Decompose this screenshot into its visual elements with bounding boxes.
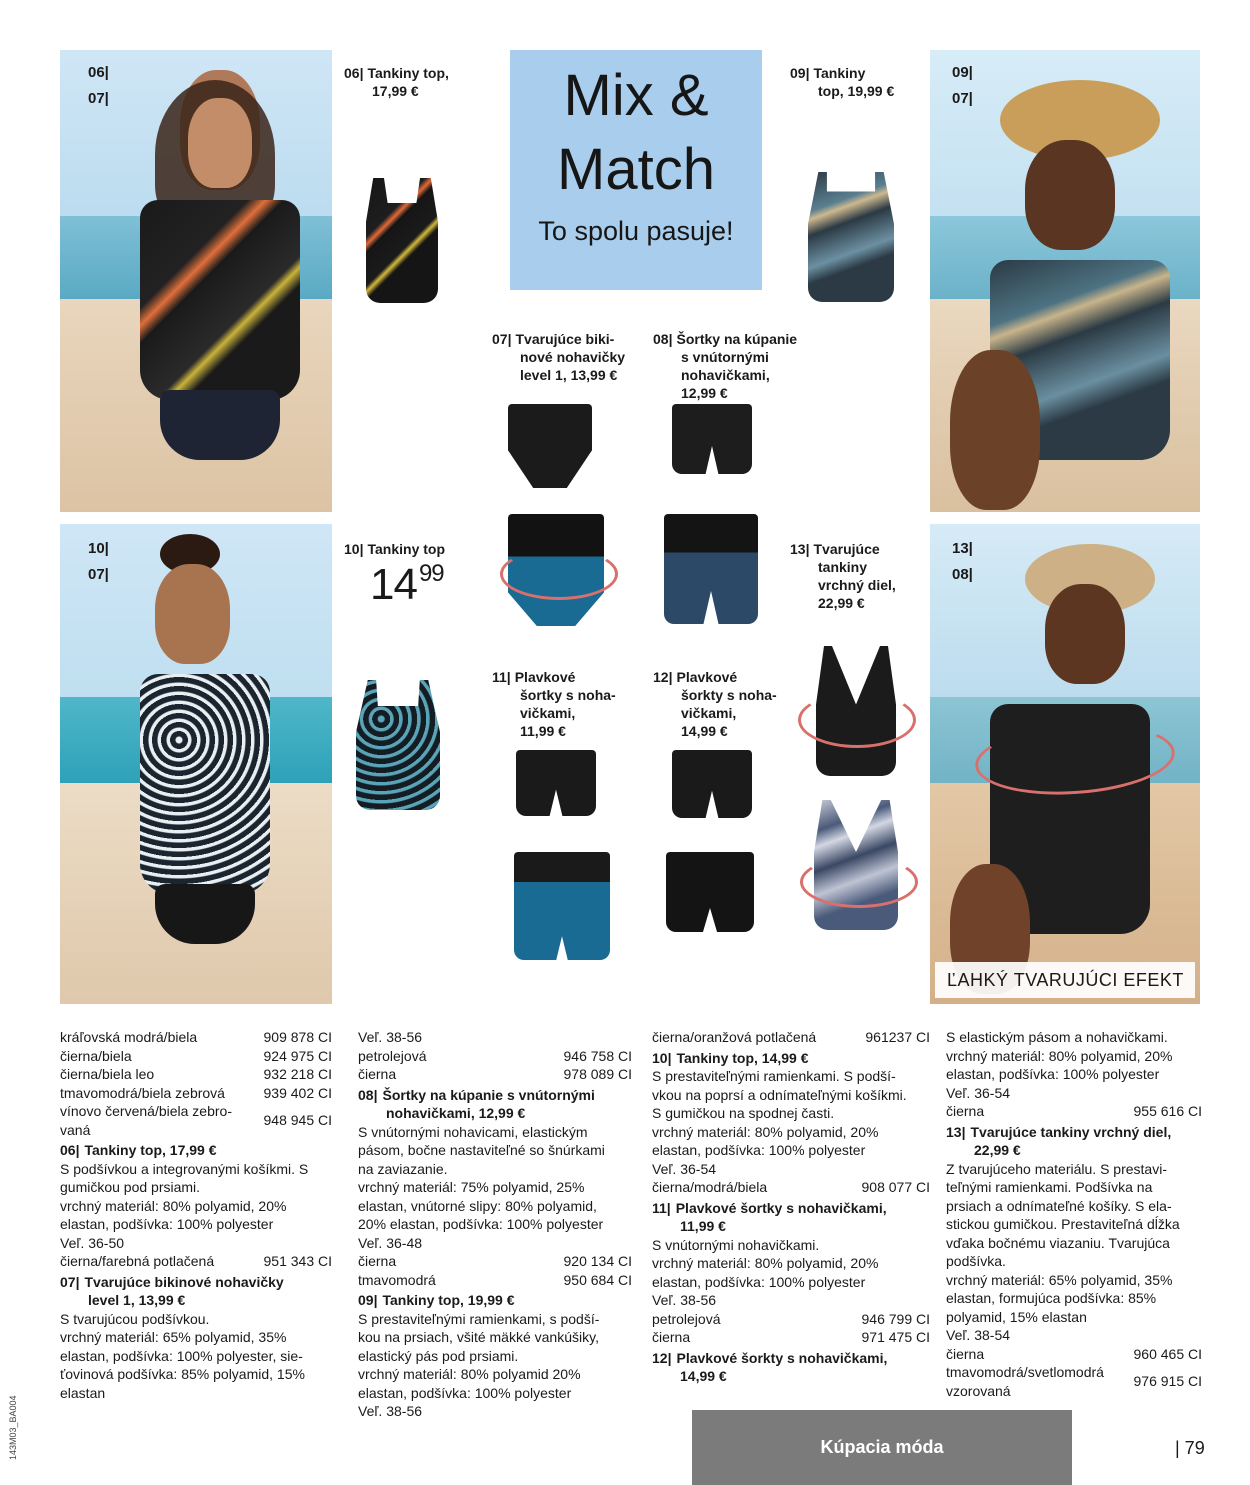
article-code: 976 915 CI — [1133, 1373, 1202, 1390]
description-line: Veľ. 38-56 — [652, 1292, 717, 1308]
article-code: 909 878 CI — [263, 1029, 332, 1045]
product-heading: 08| Šortky na kúpanie s vnútornými — [358, 1086, 595, 1103]
color-code-row — [358, 1065, 632, 1084]
article-code: 961237 CI — [865, 1029, 930, 1045]
description-line: polyamid, 15% elastan — [946, 1308, 1087, 1325]
description-line: elastan, podšívka: 100% polyester — [652, 1142, 866, 1158]
article-code: 955 616 CI — [1133, 1103, 1202, 1119]
description-line: Veľ. 38-56 — [358, 1029, 423, 1045]
catalog-code: 143M03_BA004 — [8, 1395, 18, 1460]
color-name: petrolejová — [358, 1047, 427, 1064]
description-line: S prestaviteľnými ramienkami, s podší- — [358, 1310, 600, 1327]
description-line: Z tvarujúceho materiálu. S prestavi- — [946, 1160, 1167, 1177]
color-name: petrolejová — [652, 1310, 721, 1327]
swirl-icon — [500, 548, 618, 600]
description-line: S elastickým pásom a nohavičkami. — [946, 1029, 1168, 1045]
description-line: Veľ. 36-54 — [946, 1084, 1011, 1101]
color-code-row — [60, 1084, 332, 1103]
color-name: čierna/biela leo — [60, 1066, 155, 1082]
description-line: 20% elastan, podšívka: 100% polyester — [358, 1216, 604, 1232]
description-line: elastan, podšívka: 100% polyester, sie- — [60, 1347, 303, 1364]
article-code: 908 077 CI — [861, 1179, 930, 1195]
color-code-row — [60, 1028, 332, 1047]
photo-codes: 06| 07| — [88, 64, 109, 107]
color-code-row — [60, 1065, 332, 1084]
product-image-shorts-12 — [672, 750, 752, 818]
product-image-tankini-10 — [356, 680, 440, 810]
product-image-tankini-06 — [366, 178, 438, 303]
product-heading: 13| Tvarujúce tankiny vrchný diel, — [946, 1123, 1172, 1140]
description-line: gumičkou pod prsiami. — [60, 1179, 201, 1195]
label-09: 09| Tankiny top, 19,99 € — [790, 65, 895, 99]
swirl-icon — [800, 856, 918, 908]
description-line: vďaka bočnému viazaniu. Tvarujúca — [946, 1234, 1170, 1251]
article-code: 920 134 CI — [563, 1253, 632, 1269]
mix-subtitle: To spolu pasuje! — [538, 216, 734, 246]
description-line: S vnútornými nohavičkami. — [652, 1236, 820, 1253]
description-line: vrchný materiál: 80% polyamid, 20% — [60, 1197, 287, 1214]
color-code-row — [652, 1310, 930, 1329]
description-line: na zaviazanie. — [358, 1160, 448, 1177]
description-line: vrchný materiál: 65% polyamid, 35% — [60, 1329, 287, 1345]
color-name: vínovo červená/biela zebro- vaná — [60, 1103, 232, 1138]
description-line: S vnútornými nohavicami, elastickým — [358, 1123, 588, 1140]
color-name: čierna — [652, 1329, 691, 1345]
description-line: elastický pás pod prsiami. — [358, 1347, 519, 1364]
section-tab-swimwear: Kúpacia móda — [692, 1410, 1072, 1485]
photo-codes: 10| 07| — [88, 540, 109, 583]
label-10: 10| Tankiny top — [344, 541, 446, 557]
description-line: kou na prsiach, všité mäkké vankúšiky, — [358, 1329, 599, 1345]
description-line: vrchný materiál: 65% polyamid, 35% — [946, 1271, 1173, 1288]
mix-title-line2: Match — [557, 137, 715, 202]
description-line: elastan — [60, 1384, 106, 1401]
description-line: vrchný materiál: 80% polyamid, 20% — [946, 1047, 1173, 1064]
label-12: 12| Plavkové šorkty s noha- vičkami, 14,99 € — [653, 669, 777, 739]
swirl-icon — [798, 692, 916, 748]
color-code-row — [358, 1047, 632, 1066]
description-line: Veľ. 36-54 — [652, 1160, 717, 1177]
mix-title-line1: Mix & — [563, 63, 709, 128]
color-code-row — [358, 1271, 632, 1290]
mix-match-banner — [510, 50, 762, 290]
color-name: tmavomodrá — [358, 1271, 436, 1288]
description-line: vrchný materiál: 80% polyamid 20% — [358, 1366, 581, 1382]
description-line: vrchný materiál: 75% polyamid, 25% — [358, 1179, 585, 1195]
label-06: 06| Tankiny top, 17,99 € — [344, 65, 449, 99]
color-name: čierna — [358, 1066, 397, 1082]
description-line: vkou na poprsí a odnímateľnými košíkmi. — [652, 1086, 907, 1103]
description-line: S tvarujúcou podšívkou. — [60, 1310, 210, 1327]
color-code-row — [946, 1363, 1202, 1400]
product-heading-price: 11,99 € — [680, 1218, 726, 1234]
product-image-shorts-11-inner — [514, 852, 610, 960]
product-heading-price: nohavičkami, 12,99 € — [386, 1105, 526, 1121]
product-heading: 07| Tvarujúce bikinové nohavičky — [60, 1273, 284, 1290]
description-line: elastan, podšívka: 100% polyester — [652, 1273, 866, 1290]
description-line: prsiach a odnímateľné košíky. S ela- — [946, 1197, 1172, 1214]
color-name: tmavomodrá/biela zebrová — [60, 1084, 225, 1101]
product-heading-price: 22,99 € — [974, 1142, 1021, 1158]
price-10: $14^{99}$ — [370, 560, 444, 609]
article-code: 951 343 CI — [263, 1253, 332, 1269]
color-code-row — [60, 1252, 332, 1271]
text-column-2 — [358, 1028, 632, 1421]
color-name: čierna — [946, 1103, 985, 1119]
description-line: Veľ. 36-48 — [358, 1234, 423, 1251]
model-photo-09-07 — [930, 50, 1200, 512]
color-code-row — [652, 1328, 930, 1347]
product-image-shorts-12-inner — [666, 852, 754, 932]
product-heading-price: 14,99 € — [680, 1368, 727, 1384]
photo-codes: 13| 08| — [952, 540, 973, 583]
article-code: 924 975 CI — [263, 1047, 332, 1064]
label-11: 11| Plavkové šortky s noha- vičkami, 11,99 € — [492, 669, 616, 739]
label-07: 07| Tvarujúce biki- nové nohavičky level 1, 13,99 € — [492, 331, 626, 383]
description-line: S prestaviteľnými ramienkami. S podší- — [652, 1068, 896, 1084]
color-code-row — [358, 1252, 632, 1271]
product-image-shorts-11 — [516, 750, 596, 816]
description-line: stickou gumičkou. Prestaviteľná dĺžka — [946, 1216, 1180, 1232]
model-photo-13-08 — [930, 524, 1200, 1004]
text-column-1 — [60, 1028, 332, 1402]
color-name: čierna/oranžová potlačená — [652, 1029, 817, 1045]
description-line: vrchný materiál: 80% polyamid, 20% — [652, 1255, 879, 1271]
description-line: S gumičkou na spodnej časti. — [652, 1105, 835, 1121]
product-image-shorts-08-inner — [664, 514, 758, 624]
description-line: pásom, bočne nastaviteľné so šnúrkami — [358, 1142, 605, 1158]
text-column-4 — [946, 1028, 1202, 1400]
color-name: čierna — [358, 1253, 397, 1269]
description-line: vrchný materiál: 80% polyamid, 20% — [652, 1123, 879, 1140]
label-08: 08| Šortky na kúpanie s vnútornými nohavičkami, 12,99 € — [653, 331, 798, 401]
description-line: Veľ. 38-56 — [358, 1403, 423, 1419]
photo-codes: 09| 07| — [952, 64, 973, 107]
color-name: čierna/farebná potlačená — [60, 1253, 215, 1269]
color-name: čierna/biela — [60, 1047, 132, 1064]
description-line: elastan, podšívka: 100% polyester — [358, 1384, 572, 1401]
product-image-bikini-briefs-07 — [508, 404, 592, 488]
color-code-row — [652, 1028, 930, 1047]
product-image-swim-shorts-08 — [672, 404, 752, 474]
article-code: 939 402 CI — [263, 1084, 332, 1101]
article-code: 960 465 CI — [1133, 1345, 1202, 1362]
description-line: elastan, podšívka: 100% polyester — [60, 1216, 274, 1232]
color-code-row — [652, 1178, 930, 1197]
description-line: elastan, podšívka: 100% polyester — [946, 1066, 1160, 1082]
page-number: | 79 — [1175, 1438, 1205, 1458]
description-line: Veľ. 36-50 — [60, 1234, 125, 1251]
color-code-row — [946, 1102, 1202, 1121]
color-code-row — [946, 1345, 1202, 1364]
description-line: podšívka. — [946, 1253, 1006, 1269]
color-name: kráľovská modrá/biela — [60, 1029, 198, 1045]
light-shaping-effect-label: ĽAHKÝ TVARUJÚCI EFEKT — [935, 962, 1195, 998]
model-photo-10-07 — [60, 524, 332, 1004]
product-heading: 06| Tankiny top, 17,99 € — [60, 1142, 217, 1158]
description-line: teľnými ramienkami. Podšívka na — [946, 1179, 1153, 1195]
product-heading: 11| Plavkové šortky s nohavičkami, — [652, 1199, 887, 1216]
product-heading-price: level 1, 13,99 € — [88, 1292, 186, 1308]
model-photo-06-07 — [60, 50, 332, 512]
label-13: 13| Tvarujúce tankiny vrchný diel, 22,99 € — [790, 541, 896, 611]
article-code: 950 684 CI — [563, 1271, 632, 1288]
product-heading: 10| Tankiny top, 14,99 € — [652, 1049, 809, 1066]
product-heading: 09| Tankiny top, 19,99 € — [358, 1292, 515, 1308]
color-code-row — [60, 1102, 332, 1139]
text-column-3 — [652, 1028, 930, 1386]
article-code: 971 475 CI — [861, 1329, 930, 1345]
description-line: elastan, formujúca podšívka: 85% — [946, 1290, 1157, 1306]
article-code: 978 089 CI — [563, 1066, 632, 1082]
article-code: 946 758 CI — [563, 1047, 632, 1064]
color-name: čierna/modrá/biela — [652, 1179, 768, 1195]
description-line: elastan, vnútorné slipy: 80% polyamid, — [358, 1197, 597, 1214]
article-code: 946 799 CI — [861, 1310, 930, 1327]
product-heading: 12| Plavkové šorkty s nohavičkami, — [652, 1349, 888, 1366]
article-code: 932 218 CI — [263, 1066, 332, 1082]
description-line: ťovinová podšívka: 85% polyamid, 15% — [60, 1366, 305, 1382]
product-image-tankini-09 — [808, 172, 894, 302]
article-code: 948 945 CI — [263, 1112, 332, 1129]
color-name: tmavomodrá/svetlomodrá vzorovaná — [946, 1364, 1104, 1399]
description-line: Veľ. 38-54 — [946, 1327, 1011, 1343]
color-code-row — [60, 1047, 332, 1066]
color-name: čierna — [946, 1345, 985, 1362]
description-line: S podšívkou a integrovanými košíkmi. S — [60, 1160, 309, 1177]
